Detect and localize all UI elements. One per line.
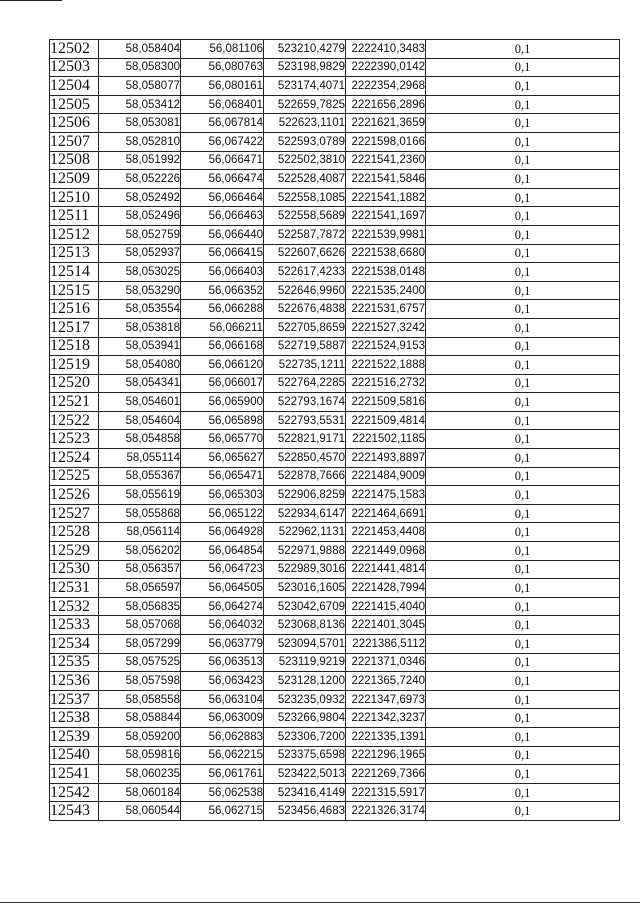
longitude-cell: 56,080161 [181,77,264,96]
longitude-cell: 56,081106 [181,40,264,59]
accuracy-cell: 0,1 [426,393,620,412]
y-coordinate-cell: 2221296,1965 [346,746,426,765]
point-number-cell: 12532 [50,597,99,616]
longitude-cell: 56,062215 [181,746,264,765]
latitude-cell: 58,058077 [99,77,181,96]
latitude-cell: 58,052496 [99,207,181,226]
table-row [50,58,620,77]
longitude-cell: 56,066403 [181,263,264,282]
point-number-cell: 12508 [50,151,99,170]
x-coordinate-cell: 523266,9804 [264,709,346,728]
x-coordinate-cell: 523094,5701 [264,635,346,654]
longitude-cell: 56,064723 [181,560,264,579]
latitude-cell: 58,053081 [99,114,181,133]
table-row [50,597,620,616]
table-row [50,765,620,784]
point-number-cell: 12524 [50,449,99,468]
top-rule [0,0,62,1]
latitude-cell: 58,052759 [99,225,181,244]
latitude-cell: 58,053412 [99,95,181,114]
accuracy-cell: 0,1 [426,597,620,616]
longitude-cell: 56,062883 [181,727,264,746]
x-coordinate-cell: 522623,1101 [264,114,346,133]
y-coordinate-cell: 2221538,0148 [346,263,426,282]
latitude-cell: 58,055619 [99,486,181,505]
point-number-cell: 12527 [50,504,99,523]
latitude-cell: 58,057598 [99,672,181,691]
y-coordinate-cell: 2221453,4408 [346,523,426,542]
accuracy-cell: 0,1 [426,95,620,114]
y-coordinate-cell: 2221342,3237 [346,709,426,728]
accuracy-cell: 0,1 [426,244,620,263]
table-row [50,281,620,300]
x-coordinate-cell: 523306,7200 [264,727,346,746]
accuracy-cell: 0,1 [426,188,620,207]
y-coordinate-cell: 2221269,7366 [346,765,426,784]
y-coordinate-cell: 2221484,9009 [346,467,426,486]
point-number-cell: 12518 [50,337,99,356]
point-number-cell: 12542 [50,783,99,802]
table-row [50,449,620,468]
latitude-cell: 58,055367 [99,467,181,486]
y-coordinate-cell: 2221326,3174 [346,802,426,821]
point-number-cell: 12511 [50,207,99,226]
x-coordinate-cell: 523210,4279 [264,40,346,59]
accuracy-cell: 0,1 [426,449,620,468]
y-coordinate-cell: 2221315,5917 [346,783,426,802]
accuracy-cell: 0,1 [426,746,620,765]
latitude-cell: 58,054858 [99,430,181,449]
x-coordinate-cell: 522676,4838 [264,300,346,319]
x-coordinate-cell: 522646,9960 [264,281,346,300]
table-row [50,356,620,375]
table-row [50,393,620,412]
longitude-cell: 56,063423 [181,672,264,691]
accuracy-cell: 0,1 [426,207,620,226]
x-coordinate-cell: 523174,4071 [264,77,346,96]
longitude-cell: 56,064854 [181,542,264,561]
latitude-cell: 58,055868 [99,504,181,523]
x-coordinate-cell: 522934,6147 [264,504,346,523]
latitude-cell: 58,052937 [99,244,181,263]
x-coordinate-cell: 522764,2285 [264,374,346,393]
latitude-cell: 58,056357 [99,560,181,579]
point-number-cell: 12540 [50,746,99,765]
point-number-cell: 12504 [50,77,99,96]
x-coordinate-cell: 522502,3810 [264,151,346,170]
y-coordinate-cell: 2221527,3242 [346,318,426,337]
y-coordinate-cell: 2221539,9981 [346,225,426,244]
point-number-cell: 12536 [50,672,99,691]
y-coordinate-cell: 2221502,1185 [346,430,426,449]
latitude-cell: 58,056114 [99,523,181,542]
latitude-cell: 58,055114 [99,449,181,468]
accuracy-cell: 0,1 [426,672,620,691]
accuracy-cell: 0,1 [426,727,620,746]
accuracy-cell: 0,1 [426,783,620,802]
y-coordinate-cell: 2221371,0346 [346,653,426,672]
accuracy-cell: 0,1 [426,690,620,709]
latitude-cell: 58,057068 [99,616,181,635]
point-number-cell: 12539 [50,727,99,746]
accuracy-cell: 0,1 [426,709,620,728]
y-coordinate-cell: 2221347,6973 [346,690,426,709]
table-row [50,77,620,96]
point-number-cell: 12514 [50,263,99,282]
latitude-cell: 58,058404 [99,40,181,59]
x-coordinate-cell: 522735,1211 [264,356,346,375]
y-coordinate-cell: 2221541,5846 [346,170,426,189]
accuracy-cell: 0,1 [426,616,620,635]
longitude-cell: 56,066211 [181,318,264,337]
latitude-cell: 58,052226 [99,170,181,189]
table-row [50,467,620,486]
longitude-cell: 56,066474 [181,170,264,189]
latitude-cell: 58,060235 [99,765,181,784]
latitude-cell: 58,060184 [99,783,181,802]
point-number-cell: 12529 [50,542,99,561]
table-row [50,746,620,765]
accuracy-cell: 0,1 [426,356,620,375]
table-row [50,40,620,59]
longitude-cell: 56,062715 [181,802,264,821]
point-number-cell: 12512 [50,225,99,244]
x-coordinate-cell: 522587,7872 [264,225,346,244]
longitude-cell: 56,064032 [181,616,264,635]
y-coordinate-cell: 2222354,2968 [346,77,426,96]
y-coordinate-cell: 2222410,3483 [346,40,426,59]
accuracy-cell: 0,1 [426,802,620,821]
longitude-cell: 56,066464 [181,188,264,207]
table-row [50,263,620,282]
longitude-cell: 56,066168 [181,337,264,356]
point-number-cell: 12535 [50,653,99,672]
longitude-cell: 56,065770 [181,430,264,449]
accuracy-cell: 0,1 [426,337,620,356]
longitude-cell: 56,065900 [181,393,264,412]
table-row [50,132,620,151]
x-coordinate-cell: 523375,6598 [264,746,346,765]
latitude-cell: 58,058300 [99,58,181,77]
accuracy-cell: 0,1 [426,225,620,244]
point-number-cell: 12534 [50,635,99,654]
x-coordinate-cell: 523042,6709 [264,597,346,616]
x-coordinate-cell: 522906,8259 [264,486,346,505]
point-number-cell: 12520 [50,374,99,393]
latitude-cell: 58,058844 [99,709,181,728]
latitude-cell: 58,053818 [99,318,181,337]
point-number-cell: 12541 [50,765,99,784]
accuracy-cell: 0,1 [426,579,620,598]
accuracy-cell: 0,1 [426,560,620,579]
y-coordinate-cell: 2222390,0142 [346,58,426,77]
y-coordinate-cell: 2221509,4814 [346,411,426,430]
point-number-cell: 12530 [50,560,99,579]
y-coordinate-cell: 2221464,6691 [346,504,426,523]
point-number-cell: 12502 [50,40,99,59]
point-number-cell: 12517 [50,318,99,337]
accuracy-cell: 0,1 [426,132,620,151]
longitude-cell: 56,065471 [181,467,264,486]
x-coordinate-cell: 522850,4570 [264,449,346,468]
latitude-cell: 58,056597 [99,579,181,598]
x-coordinate-cell: 522659,7825 [264,95,346,114]
y-coordinate-cell: 2221401,3045 [346,616,426,635]
point-number-cell: 12510 [50,188,99,207]
accuracy-cell: 0,1 [426,430,620,449]
x-coordinate-cell: 522989,3016 [264,560,346,579]
x-coordinate-cell: 523128,1200 [264,672,346,691]
accuracy-cell: 0,1 [426,486,620,505]
y-coordinate-cell: 2221335,1391 [346,727,426,746]
table-row [50,207,620,226]
accuracy-cell: 0,1 [426,263,620,282]
coordinates-table-body [50,40,620,821]
y-coordinate-cell: 2221656,2896 [346,95,426,114]
y-coordinate-cell: 2221541,2360 [346,151,426,170]
point-number-cell: 12509 [50,170,99,189]
table-row [50,560,620,579]
accuracy-cell: 0,1 [426,300,620,319]
point-number-cell: 12523 [50,430,99,449]
x-coordinate-cell: 522705,8659 [264,318,346,337]
x-coordinate-cell: 522558,5689 [264,207,346,226]
table-row [50,170,620,189]
table-row [50,411,620,430]
accuracy-cell: 0,1 [426,542,620,561]
accuracy-cell: 0,1 [426,411,620,430]
x-coordinate-cell: 522971,9888 [264,542,346,561]
x-coordinate-cell: 522821,9171 [264,430,346,449]
x-coordinate-cell: 522607,6626 [264,244,346,263]
point-number-cell: 12525 [50,467,99,486]
point-number-cell: 12513 [50,244,99,263]
y-coordinate-cell: 2221535,2400 [346,281,426,300]
x-coordinate-cell: 523119,9219 [264,653,346,672]
x-coordinate-cell: 522878,7666 [264,467,346,486]
longitude-cell: 56,065122 [181,504,264,523]
longitude-cell: 56,063779 [181,635,264,654]
accuracy-cell: 0,1 [426,77,620,96]
x-coordinate-cell: 522528,4087 [264,170,346,189]
table-row [50,114,620,133]
table-row [50,486,620,505]
x-coordinate-cell: 522719,5887 [264,337,346,356]
x-coordinate-cell: 522793,1674 [264,393,346,412]
coordinates-table [49,39,620,821]
table-row [50,337,620,356]
latitude-cell: 58,060544 [99,802,181,821]
point-number-cell: 12538 [50,709,99,728]
accuracy-cell: 0,1 [426,765,620,784]
accuracy-cell: 0,1 [426,151,620,170]
y-coordinate-cell: 2221509,5816 [346,393,426,412]
table-row [50,244,620,263]
longitude-cell: 56,066017 [181,374,264,393]
point-number-cell: 12543 [50,802,99,821]
table-row [50,690,620,709]
accuracy-cell: 0,1 [426,523,620,542]
y-coordinate-cell: 2221475,1583 [346,486,426,505]
x-coordinate-cell: 523456,4683 [264,802,346,821]
longitude-cell: 56,068401 [181,95,264,114]
table-row [50,523,620,542]
table-row [50,188,620,207]
point-number-cell: 12537 [50,690,99,709]
accuracy-cell: 0,1 [426,635,620,654]
table-row [50,374,620,393]
longitude-cell: 56,066352 [181,281,264,300]
latitude-cell: 58,056202 [99,542,181,561]
latitude-cell: 58,059200 [99,727,181,746]
x-coordinate-cell: 522593,0789 [264,132,346,151]
bottom-rule [0,902,640,903]
longitude-cell: 56,065627 [181,449,264,468]
latitude-cell: 58,052810 [99,132,181,151]
latitude-cell: 58,053025 [99,263,181,282]
accuracy-cell: 0,1 [426,114,620,133]
accuracy-cell: 0,1 [426,318,620,337]
latitude-cell: 58,053554 [99,300,181,319]
longitude-cell: 56,067422 [181,132,264,151]
accuracy-cell: 0,1 [426,653,620,672]
point-number-cell: 12526 [50,486,99,505]
y-coordinate-cell: 2221522,1888 [346,356,426,375]
longitude-cell: 56,066288 [181,300,264,319]
y-coordinate-cell: 2221598,0166 [346,132,426,151]
point-number-cell: 12519 [50,356,99,375]
table-row [50,542,620,561]
x-coordinate-cell: 523198,9829 [264,58,346,77]
x-coordinate-cell: 522617,4233 [264,263,346,282]
latitude-cell: 58,058558 [99,690,181,709]
longitude-cell: 56,066120 [181,356,264,375]
point-number-cell: 12516 [50,300,99,319]
accuracy-cell: 0,1 [426,281,620,300]
table-row [50,225,620,244]
longitude-cell: 56,080763 [181,58,264,77]
longitude-cell: 56,064928 [181,523,264,542]
table-row [50,151,620,170]
y-coordinate-cell: 2221365,7240 [346,672,426,691]
accuracy-cell: 0,1 [426,170,620,189]
point-number-cell: 12521 [50,393,99,412]
point-number-cell: 12505 [50,95,99,114]
longitude-cell: 56,066463 [181,207,264,226]
longitude-cell: 56,063513 [181,653,264,672]
x-coordinate-cell: 523235,0932 [264,690,346,709]
accuracy-cell: 0,1 [426,467,620,486]
point-number-cell: 12533 [50,616,99,635]
table-row [50,616,620,635]
y-coordinate-cell: 2221524,9153 [346,337,426,356]
longitude-cell: 56,063104 [181,690,264,709]
y-coordinate-cell: 2221516,2732 [346,374,426,393]
longitude-cell: 56,061761 [181,765,264,784]
point-number-cell: 12515 [50,281,99,300]
point-number-cell: 12528 [50,523,99,542]
point-number-cell: 12531 [50,579,99,598]
latitude-cell: 58,057299 [99,635,181,654]
longitude-cell: 56,065898 [181,411,264,430]
latitude-cell: 58,052492 [99,188,181,207]
x-coordinate-cell: 523416,4149 [264,783,346,802]
latitude-cell: 58,051992 [99,151,181,170]
y-coordinate-cell: 2221621,3659 [346,114,426,133]
y-coordinate-cell: 2221386,5112 [346,635,426,654]
longitude-cell: 56,066440 [181,225,264,244]
latitude-cell: 58,054341 [99,374,181,393]
accuracy-cell: 0,1 [426,504,620,523]
y-coordinate-cell: 2221493,8897 [346,449,426,468]
table-row [50,318,620,337]
longitude-cell: 56,063009 [181,709,264,728]
x-coordinate-cell: 523068,8136 [264,616,346,635]
latitude-cell: 58,059816 [99,746,181,765]
x-coordinate-cell: 522793,5531 [264,411,346,430]
longitude-cell: 56,064274 [181,597,264,616]
accuracy-cell: 0,1 [426,40,620,59]
y-coordinate-cell: 2221538,6680 [346,244,426,263]
table-row [50,430,620,449]
latitude-cell: 58,054601 [99,393,181,412]
table-row [50,653,620,672]
y-coordinate-cell: 2221428,7994 [346,579,426,598]
y-coordinate-cell: 2221531,6757 [346,300,426,319]
longitude-cell: 56,066415 [181,244,264,263]
longitude-cell: 56,065303 [181,486,264,505]
y-coordinate-cell: 2221415,4040 [346,597,426,616]
longitude-cell: 56,062538 [181,783,264,802]
latitude-cell: 58,053941 [99,337,181,356]
point-number-cell: 12506 [50,114,99,133]
latitude-cell: 58,053290 [99,281,181,300]
latitude-cell: 58,054080 [99,356,181,375]
table-row [50,709,620,728]
accuracy-cell: 0,1 [426,58,620,77]
table-row [50,300,620,319]
latitude-cell: 58,056835 [99,597,181,616]
point-number-cell: 12507 [50,132,99,151]
longitude-cell: 56,066471 [181,151,264,170]
table-row [50,783,620,802]
y-coordinate-cell: 2221541,1697 [346,207,426,226]
x-coordinate-cell: 522962,1131 [264,523,346,542]
y-coordinate-cell: 2221449,0968 [346,542,426,561]
point-number-cell: 12503 [50,58,99,77]
table-row [50,504,620,523]
latitude-cell: 58,054604 [99,411,181,430]
y-coordinate-cell: 2221441,4814 [346,560,426,579]
longitude-cell: 56,064505 [181,579,264,598]
accuracy-cell: 0,1 [426,374,620,393]
table-row [50,95,620,114]
x-coordinate-cell: 523016,1605 [264,579,346,598]
table-row [50,635,620,654]
table-row [50,672,620,691]
table-row [50,802,620,821]
longitude-cell: 56,067814 [181,114,264,133]
latitude-cell: 58,057525 [99,653,181,672]
point-number-cell: 12522 [50,411,99,430]
table-row [50,579,620,598]
y-coordinate-cell: 2221541,1882 [346,188,426,207]
x-coordinate-cell: 522558,1085 [264,188,346,207]
x-coordinate-cell: 523422,5013 [264,765,346,784]
table-row [50,727,620,746]
